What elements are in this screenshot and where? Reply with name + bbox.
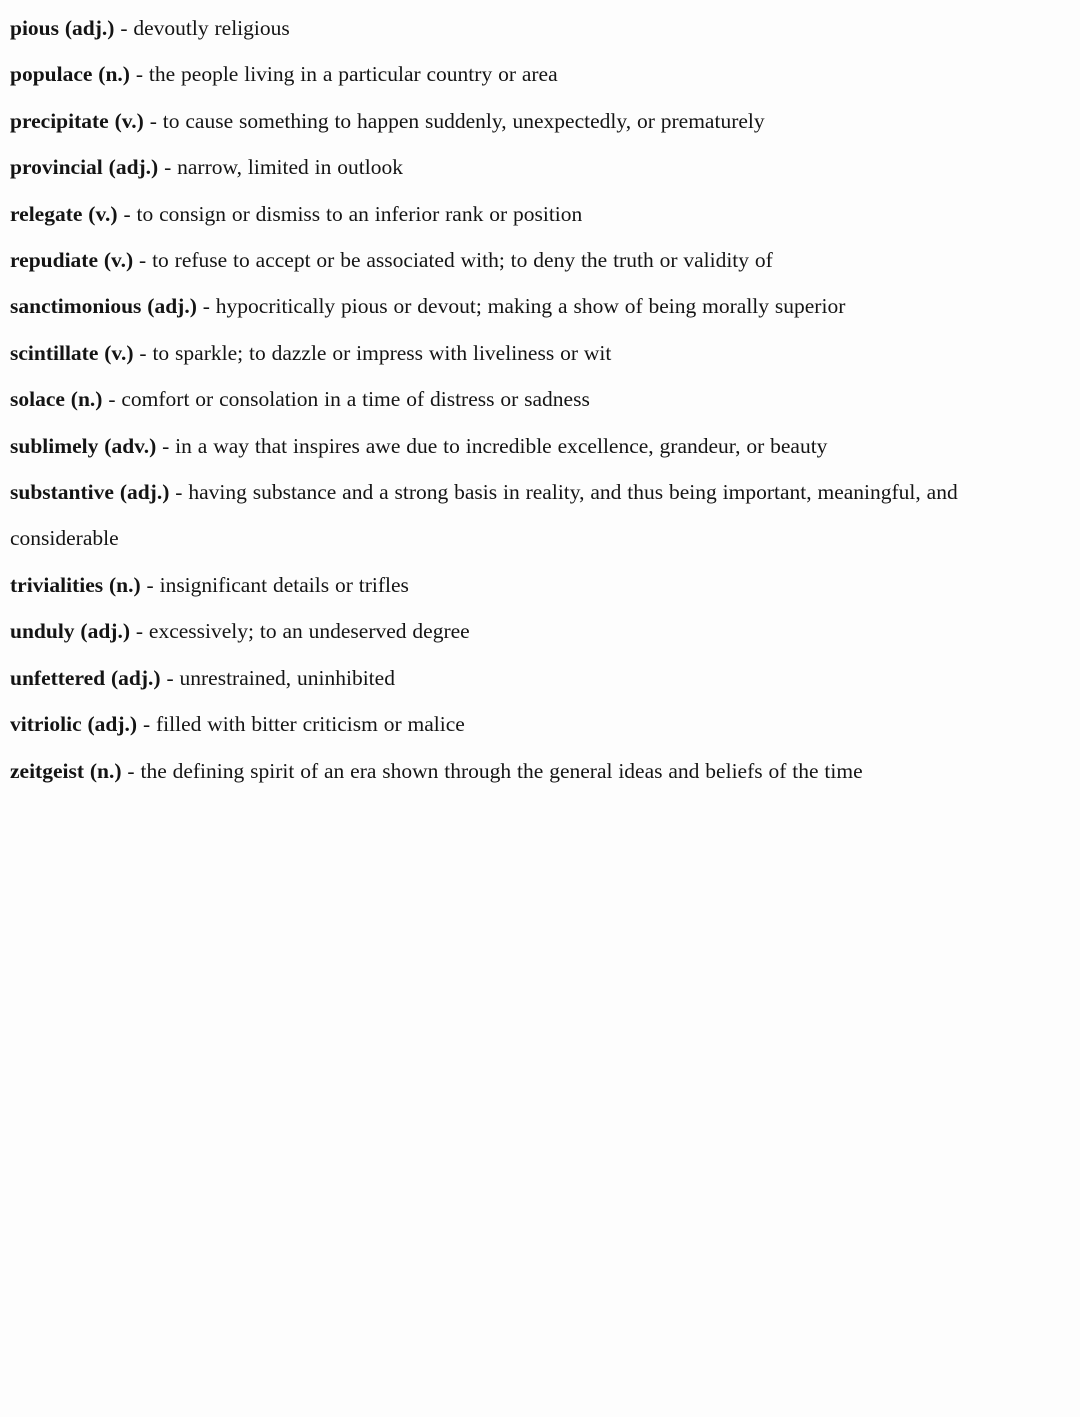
definition-entry: [10, 5, 1050, 51]
definition-entry: [10, 423, 1050, 469]
definition-text: filled with bitter criticism or malice: [156, 712, 465, 737]
term-text: sanctimonious (adj.): [10, 294, 197, 319]
separator-text: -: [133, 340, 153, 365]
definition-entry: [10, 608, 1050, 654]
term-text: relegate (v.): [10, 201, 118, 226]
definition-entry: [10, 701, 1050, 747]
separator-text: -: [156, 433, 176, 458]
definition-text: comfort or consolation in a time of distress or sadness: [121, 387, 590, 412]
definition-text: unrestrained, uninhibited: [179, 665, 395, 690]
term-text: populace (n.): [10, 62, 130, 87]
definition-text: insignificant details or trifles: [159, 572, 409, 597]
definition-entry: [10, 562, 1050, 608]
definition-text: in a way that inspires awe due to incredible excellence, grandeur, or beauty: [175, 433, 828, 458]
separator-text: -: [137, 712, 156, 737]
separator-text: -: [158, 155, 178, 180]
definition-entry: [10, 469, 1050, 562]
term-text: precipitate (v.): [10, 108, 144, 133]
separator-text: -: [169, 480, 189, 505]
separator-text: -: [196, 294, 216, 319]
separator-text: -: [117, 201, 137, 226]
definition-entry: [10, 748, 1050, 794]
definition-text: hypocritically pious or devout; making a show of being morally superior: [215, 294, 846, 319]
separator-text: -: [160, 665, 180, 690]
definition-entry: [10, 376, 1050, 422]
term-text: unduly (adj.): [10, 619, 130, 644]
separator-text: -: [133, 248, 153, 273]
term-text: repudiate (v.): [10, 248, 134, 273]
definition-text: having substance and a strong basis in reality, and thus being important, meaningful, and considerable: [10, 480, 958, 551]
definition-text: to cause something to happen suddenly, unexpectedly, or prematurely: [162, 108, 765, 133]
definition-text: the people living in a particular country or area: [148, 62, 558, 87]
definition-entry: [10, 191, 1050, 237]
definition-text: devoutly religious: [133, 16, 290, 40]
separator-text: -: [130, 619, 149, 644]
term-text: provincial (adj.): [10, 155, 159, 180]
vocabulary-list: [10, 5, 1050, 794]
term-text: vitriolic (adj.): [10, 712, 138, 737]
term-text: pious (adj.): [10, 16, 115, 40]
definition-entry: [10, 237, 1050, 283]
definition-entry: [10, 144, 1050, 190]
separator-text: -: [102, 387, 122, 412]
definition-entry: [10, 283, 1050, 329]
term-text: sublimely (adv.): [10, 433, 157, 458]
separator-text: -: [143, 108, 163, 133]
separator-text: -: [140, 572, 160, 597]
definition-entry: [10, 655, 1050, 701]
separator-text: -: [121, 758, 141, 783]
term-text: solace (n.): [10, 387, 103, 412]
term-text: substantive (adj.): [10, 480, 170, 505]
definition-text: to sparkle; to dazzle or impress with liveliness or wit: [152, 340, 612, 365]
definition-entry: [10, 98, 1050, 144]
definition-entry: [10, 330, 1050, 376]
definition-text: narrow, limited in outlook: [177, 155, 403, 180]
definition-text: to refuse to accept or be associated with; to deny the truth or validity of: [152, 248, 773, 273]
definition-text: to consign or dismiss to an inferior rank or position: [136, 201, 583, 226]
term-text: zeitgeist (n.): [10, 758, 122, 783]
definition-text: excessively; to an undeserved degree: [148, 619, 470, 644]
separator-text: -: [114, 16, 134, 40]
definition-text: the defining spirit of an era shown through the general ideas and beliefs of the time: [140, 758, 863, 783]
term-text: scintillate (v.): [10, 340, 134, 365]
definition-entry: [10, 51, 1050, 97]
term-text: trivialities (n.): [10, 572, 141, 597]
separator-text: -: [129, 62, 149, 87]
term-text: unfettered (adj.): [10, 665, 161, 690]
